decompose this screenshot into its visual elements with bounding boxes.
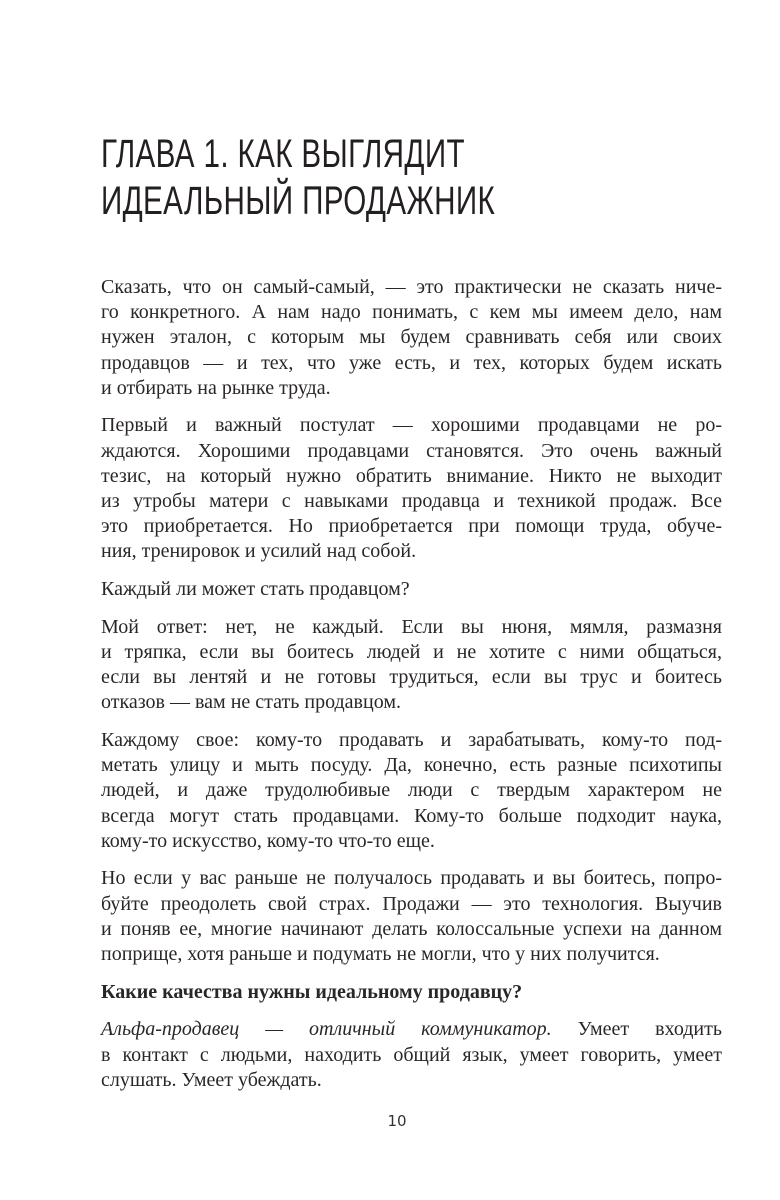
chapter-title-line-2: ИДЕАЛЬНЫЙ ПРОДАЖНИК (101, 179, 496, 223)
paragraph (101, 866, 722, 967)
text-line: продавцов — и тех, что уже есть, и тех, которых будем искать (101, 351, 722, 374)
body-text (101, 275, 722, 1105)
text-line: го конкретного. А нам надо понимать, с кем мы имеем дело, нам (101, 301, 722, 324)
text-line: людей, и даже трудолюбивые люди с твердым характером не (101, 779, 722, 802)
text-line: и тряпка, если вы боитесь людей и не хотите с ними общаться, (101, 640, 722, 663)
text-line: и поняв ее, многие начинают делать колоссальные успехи на данном (101, 917, 722, 940)
page-number: 10 (387, 1112, 407, 1130)
text-line: буйте преодолеть свой страх. Продажи — это технология. Выучив (101, 892, 722, 915)
paragraph-alpha-seller (101, 1017, 722, 1093)
text-line: Мой ответ: нет, не каждый. Если вы нюня, мямля, размазня (101, 615, 722, 638)
paragraph (101, 728, 722, 854)
text-line: Но если у вас раньше не получалось продавать и вы боитесь, попро- (101, 867, 722, 890)
paragraph (101, 275, 722, 401)
paragraph (101, 577, 722, 602)
text-line: ждаются. Хорошими продавцами становятся. Это очень важный (101, 439, 722, 462)
text-line: и отбирать на рынке труда. (101, 376, 331, 399)
text-line: в контакт с людьми, находить общий язык, умеет говорить, умеет (101, 1043, 722, 1066)
paragraph (101, 615, 722, 716)
chapter-title-line-1: ГЛАВА 1. КАК ВЫГЛЯДИТ (101, 132, 465, 176)
chapter-title (101, 131, 495, 225)
text-line: ния, тренировок и усилий над собой. (101, 540, 417, 563)
text-line: кому-то искусство, кому-то что-то еще. (101, 829, 435, 852)
text-line: отказов — вам не стать продавцом. (101, 691, 401, 714)
section-heading (101, 980, 722, 1005)
text-line: поприще, хотя раньше и подумать не могли, что у них получится. (101, 943, 660, 965)
text-line: Какие качества нужны идеальному продавцу? (101, 980, 523, 1003)
text-line: если вы лентяй и не готовы трудиться, если вы трус и боитесь (101, 666, 722, 689)
paragraph (101, 413, 722, 564)
text-line: метать улицу и мыть посуду. Да, конечно, есть разные психотипы (101, 754, 722, 777)
text-line: Первый и важный постулат — хорошими продавцами не ро- (101, 414, 722, 437)
text-line: Сказать, что он самый-самый, — это практически не сказать ниче- (101, 276, 722, 298)
text-line (101, 1017, 722, 1042)
text-line: нужен эталон, с которым мы будем сравнивать себя или своих (101, 326, 722, 349)
text-line: это приобретается. Но приобретается при помощи труда, обуче- (101, 515, 722, 538)
text-line: Каждому свое: кому-то продавать и зарабатывать, кому-то под- (101, 729, 722, 751)
text-line: тезис, на который нужно обратить внимание. Никто не выходит (101, 464, 722, 487)
text-line: Каждый ли может стать продавцом? (101, 578, 410, 601)
italic-lead: Альфа-продавец — отличный коммуникатор. (101, 1018, 552, 1041)
text-line: слушать. Умеет убеждать. (101, 1068, 322, 1091)
text-line: всегда могут стать продавцами. Кому-то больше подходит наука, (101, 804, 722, 827)
text-line: из утробы матери с навыками продавца и техникой продаж. Все (101, 490, 722, 512)
line-rest: Умеет входить (551, 1018, 722, 1041)
